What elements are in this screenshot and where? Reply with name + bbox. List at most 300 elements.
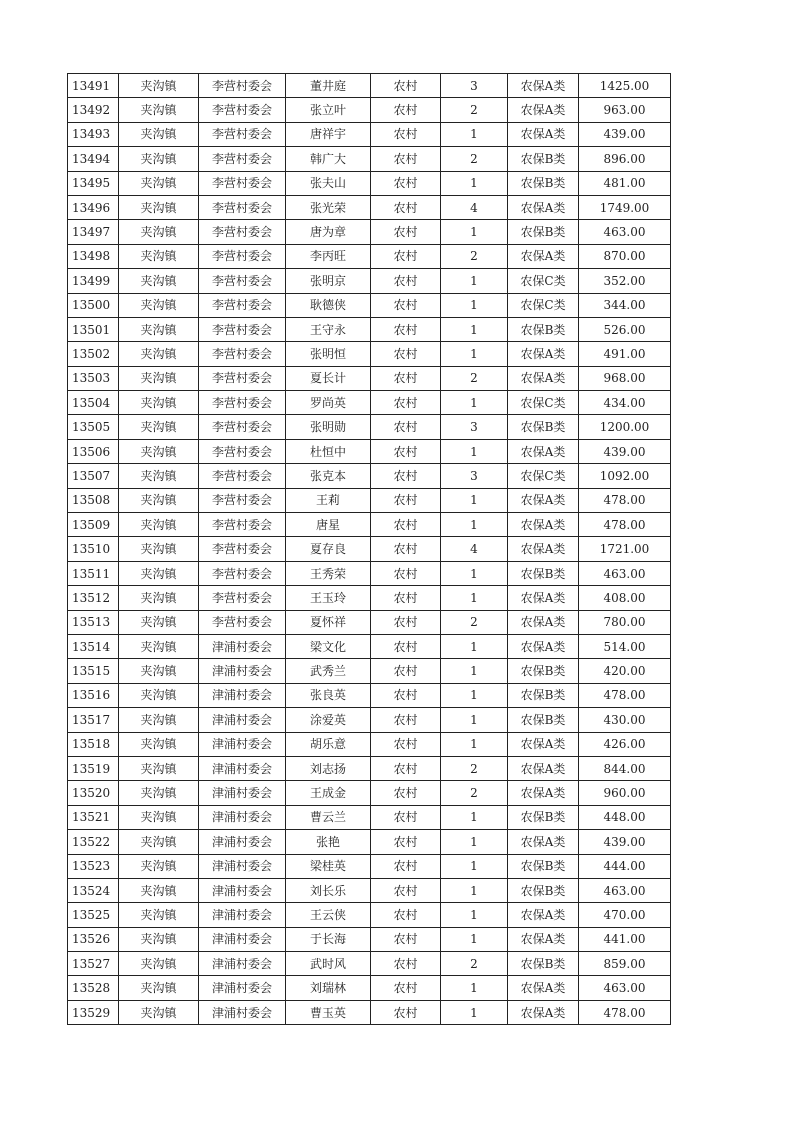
category-cell: 农保B类 xyxy=(508,147,579,171)
category-cell: 农保B类 xyxy=(508,415,579,439)
count-cell: 1 xyxy=(441,391,508,415)
count-cell: 1 xyxy=(441,171,508,195)
table-row xyxy=(68,317,671,341)
type-cell: 农村 xyxy=(371,781,441,805)
village-cell: 李营村委会 xyxy=(199,171,286,195)
category-cell: 农保A类 xyxy=(508,244,579,268)
type-cell: 农村 xyxy=(371,439,441,463)
count-cell: 1 xyxy=(441,878,508,902)
name-cell: 胡乐意 xyxy=(286,732,371,756)
amount-cell: 478.00 xyxy=(579,513,671,537)
count-cell: 1 xyxy=(441,122,508,146)
amount-cell: 844.00 xyxy=(579,756,671,780)
table-row xyxy=(68,976,671,1000)
name-cell: 于长海 xyxy=(286,927,371,951)
type-cell: 农村 xyxy=(371,488,441,512)
count-cell: 1 xyxy=(441,830,508,854)
table-row xyxy=(68,683,671,707)
village-cell: 津浦村委会 xyxy=(199,659,286,683)
type-cell: 农村 xyxy=(371,610,441,634)
town-cell: 夹沟镇 xyxy=(119,610,199,634)
village-cell: 津浦村委会 xyxy=(199,683,286,707)
amount-cell: 463.00 xyxy=(579,220,671,244)
town-cell: 夹沟镇 xyxy=(119,488,199,512)
name-cell: 王云侠 xyxy=(286,903,371,927)
category-cell: 农保A类 xyxy=(508,976,579,1000)
category-cell: 农保A类 xyxy=(508,513,579,537)
id-cell: 13522 xyxy=(68,830,119,854)
table-row xyxy=(68,610,671,634)
type-cell: 农村 xyxy=(371,561,441,585)
category-cell: 农保B类 xyxy=(508,952,579,976)
count-cell: 4 xyxy=(441,537,508,561)
amount-cell: 426.00 xyxy=(579,732,671,756)
name-cell: 张夫山 xyxy=(286,171,371,195)
village-cell: 李营村委会 xyxy=(199,244,286,268)
town-cell: 夹沟镇 xyxy=(119,122,199,146)
type-cell: 农村 xyxy=(371,293,441,317)
table-row xyxy=(68,927,671,951)
category-cell: 农保A类 xyxy=(508,903,579,927)
amount-cell: 408.00 xyxy=(579,586,671,610)
town-cell: 夹沟镇 xyxy=(119,1000,199,1024)
category-cell: 农保B类 xyxy=(508,659,579,683)
table-row xyxy=(68,781,671,805)
table-row xyxy=(68,756,671,780)
name-cell: 耿德侠 xyxy=(286,293,371,317)
name-cell: 张明恒 xyxy=(286,342,371,366)
id-cell: 13526 xyxy=(68,927,119,951)
village-cell: 李营村委会 xyxy=(199,317,286,341)
category-cell: 农保C类 xyxy=(508,391,579,415)
village-cell: 津浦村委会 xyxy=(199,903,286,927)
village-cell: 李营村委会 xyxy=(199,513,286,537)
name-cell: 王玉玲 xyxy=(286,586,371,610)
village-cell: 津浦村委会 xyxy=(199,976,286,1000)
village-cell: 津浦村委会 xyxy=(199,634,286,658)
type-cell: 农村 xyxy=(371,732,441,756)
type-cell: 农村 xyxy=(371,952,441,976)
category-cell: 农保C类 xyxy=(508,269,579,293)
type-cell: 农村 xyxy=(371,878,441,902)
amount-cell: 870.00 xyxy=(579,244,671,268)
village-cell: 李营村委会 xyxy=(199,561,286,585)
name-cell: 张立叶 xyxy=(286,98,371,122)
amount-cell: 1425.00 xyxy=(579,74,671,98)
count-cell: 1 xyxy=(441,269,508,293)
id-cell: 13495 xyxy=(68,171,119,195)
type-cell: 农村 xyxy=(371,830,441,854)
type-cell: 农村 xyxy=(371,927,441,951)
count-cell: 1 xyxy=(441,854,508,878)
village-cell: 李营村委会 xyxy=(199,122,286,146)
id-cell: 13504 xyxy=(68,391,119,415)
count-cell: 1 xyxy=(441,683,508,707)
amount-cell: 963.00 xyxy=(579,98,671,122)
name-cell: 刘长乐 xyxy=(286,878,371,902)
table-row xyxy=(68,1000,671,1024)
category-cell: 农保A类 xyxy=(508,610,579,634)
town-cell: 夹沟镇 xyxy=(119,244,199,268)
town-cell: 夹沟镇 xyxy=(119,634,199,658)
amount-cell: 478.00 xyxy=(579,488,671,512)
type-cell: 农村 xyxy=(371,903,441,927)
type-cell: 农村 xyxy=(371,366,441,390)
table-row xyxy=(68,439,671,463)
id-cell: 13514 xyxy=(68,634,119,658)
category-cell: 农保A类 xyxy=(508,1000,579,1024)
amount-cell: 960.00 xyxy=(579,781,671,805)
village-cell: 李营村委会 xyxy=(199,488,286,512)
type-cell: 农村 xyxy=(371,244,441,268)
count-cell: 2 xyxy=(441,952,508,976)
type-cell: 农村 xyxy=(371,415,441,439)
amount-cell: 439.00 xyxy=(579,439,671,463)
id-cell: 13507 xyxy=(68,464,119,488)
count-cell: 1 xyxy=(441,976,508,1000)
table-row xyxy=(68,561,671,585)
village-cell: 李营村委会 xyxy=(199,464,286,488)
town-cell: 夹沟镇 xyxy=(119,415,199,439)
id-cell: 13523 xyxy=(68,854,119,878)
name-cell: 武秀兰 xyxy=(286,659,371,683)
amount-cell: 526.00 xyxy=(579,317,671,341)
town-cell: 夹沟镇 xyxy=(119,854,199,878)
category-cell: 农保B类 xyxy=(508,854,579,878)
name-cell: 唐星 xyxy=(286,513,371,537)
type-cell: 农村 xyxy=(371,269,441,293)
town-cell: 夹沟镇 xyxy=(119,756,199,780)
table-row xyxy=(68,171,671,195)
category-cell: 农保C类 xyxy=(508,293,579,317)
town-cell: 夹沟镇 xyxy=(119,537,199,561)
amount-cell: 1721.00 xyxy=(579,537,671,561)
category-cell: 农保B类 xyxy=(508,708,579,732)
count-cell: 1 xyxy=(441,586,508,610)
count-cell: 1 xyxy=(441,927,508,951)
village-cell: 李营村委会 xyxy=(199,293,286,317)
village-cell: 李营村委会 xyxy=(199,537,286,561)
id-cell: 13491 xyxy=(68,74,119,98)
table-row xyxy=(68,659,671,683)
id-cell: 13503 xyxy=(68,366,119,390)
category-cell: 农保A类 xyxy=(508,439,579,463)
amount-cell: 434.00 xyxy=(579,391,671,415)
village-cell: 津浦村委会 xyxy=(199,756,286,780)
count-cell: 1 xyxy=(441,732,508,756)
amount-cell: 481.00 xyxy=(579,171,671,195)
id-cell: 13517 xyxy=(68,708,119,732)
table-row xyxy=(68,342,671,366)
type-cell: 农村 xyxy=(371,634,441,658)
village-cell: 津浦村委会 xyxy=(199,805,286,829)
category-cell: 农保A类 xyxy=(508,830,579,854)
category-cell: 农保B类 xyxy=(508,805,579,829)
type-cell: 农村 xyxy=(371,464,441,488)
amount-cell: 780.00 xyxy=(579,610,671,634)
table-row xyxy=(68,854,671,878)
village-cell: 李营村委会 xyxy=(199,195,286,219)
town-cell: 夹沟镇 xyxy=(119,269,199,293)
category-cell: 农保A类 xyxy=(508,927,579,951)
town-cell: 夹沟镇 xyxy=(119,74,199,98)
town-cell: 夹沟镇 xyxy=(119,805,199,829)
count-cell: 3 xyxy=(441,74,508,98)
id-cell: 13527 xyxy=(68,952,119,976)
count-cell: 1 xyxy=(441,561,508,585)
village-cell: 津浦村委会 xyxy=(199,854,286,878)
table-row xyxy=(68,634,671,658)
category-cell: 农保A类 xyxy=(508,366,579,390)
category-cell: 农保A类 xyxy=(508,586,579,610)
amount-cell: 896.00 xyxy=(579,147,671,171)
amount-cell: 439.00 xyxy=(579,122,671,146)
village-cell: 津浦村委会 xyxy=(199,1000,286,1024)
category-cell: 农保C类 xyxy=(508,464,579,488)
name-cell: 张艳 xyxy=(286,830,371,854)
town-cell: 夹沟镇 xyxy=(119,659,199,683)
name-cell: 唐为章 xyxy=(286,220,371,244)
village-cell: 津浦村委会 xyxy=(199,781,286,805)
category-cell: 农保A类 xyxy=(508,537,579,561)
town-cell: 夹沟镇 xyxy=(119,732,199,756)
town-cell: 夹沟镇 xyxy=(119,903,199,927)
id-cell: 13497 xyxy=(68,220,119,244)
town-cell: 夹沟镇 xyxy=(119,586,199,610)
id-cell: 13492 xyxy=(68,98,119,122)
id-cell: 13529 xyxy=(68,1000,119,1024)
count-cell: 2 xyxy=(441,147,508,171)
name-cell: 王成金 xyxy=(286,781,371,805)
count-cell: 1 xyxy=(441,293,508,317)
id-cell: 13500 xyxy=(68,293,119,317)
category-cell: 农保A类 xyxy=(508,488,579,512)
type-cell: 农村 xyxy=(371,513,441,537)
town-cell: 夹沟镇 xyxy=(119,781,199,805)
town-cell: 夹沟镇 xyxy=(119,683,199,707)
type-cell: 农村 xyxy=(371,98,441,122)
table-row xyxy=(68,98,671,122)
name-cell: 王莉 xyxy=(286,488,371,512)
town-cell: 夹沟镇 xyxy=(119,366,199,390)
town-cell: 夹沟镇 xyxy=(119,98,199,122)
town-cell: 夹沟镇 xyxy=(119,391,199,415)
amount-cell: 441.00 xyxy=(579,927,671,951)
town-cell: 夹沟镇 xyxy=(119,708,199,732)
id-cell: 13496 xyxy=(68,195,119,219)
count-cell: 2 xyxy=(441,610,508,634)
count-cell: 1 xyxy=(441,903,508,927)
village-cell: 李营村委会 xyxy=(199,220,286,244)
table-row xyxy=(68,122,671,146)
count-cell: 1 xyxy=(441,317,508,341)
category-cell: 农保A类 xyxy=(508,342,579,366)
id-cell: 13524 xyxy=(68,878,119,902)
amount-cell: 463.00 xyxy=(579,976,671,1000)
name-cell: 涂爱英 xyxy=(286,708,371,732)
name-cell: 王秀荣 xyxy=(286,561,371,585)
table-body xyxy=(68,74,671,1025)
town-cell: 夹沟镇 xyxy=(119,464,199,488)
town-cell: 夹沟镇 xyxy=(119,317,199,341)
table-row xyxy=(68,586,671,610)
id-cell: 13512 xyxy=(68,586,119,610)
village-cell: 津浦村委会 xyxy=(199,708,286,732)
table-row xyxy=(68,415,671,439)
amount-cell: 1200.00 xyxy=(579,415,671,439)
table-row xyxy=(68,147,671,171)
amount-cell: 470.00 xyxy=(579,903,671,927)
id-cell: 13513 xyxy=(68,610,119,634)
village-cell: 李营村委会 xyxy=(199,147,286,171)
type-cell: 农村 xyxy=(371,537,441,561)
type-cell: 农村 xyxy=(371,756,441,780)
amount-cell: 448.00 xyxy=(579,805,671,829)
count-cell: 1 xyxy=(441,634,508,658)
type-cell: 农村 xyxy=(371,708,441,732)
type-cell: 农村 xyxy=(371,74,441,98)
type-cell: 农村 xyxy=(371,195,441,219)
id-cell: 13511 xyxy=(68,561,119,585)
count-cell: 2 xyxy=(441,98,508,122)
table-row xyxy=(68,513,671,537)
village-cell: 津浦村委会 xyxy=(199,878,286,902)
name-cell: 张明勋 xyxy=(286,415,371,439)
table-row xyxy=(68,464,671,488)
count-cell: 2 xyxy=(441,781,508,805)
amount-cell: 968.00 xyxy=(579,366,671,390)
type-cell: 农村 xyxy=(371,342,441,366)
category-cell: 农保B类 xyxy=(508,878,579,902)
type-cell: 农村 xyxy=(371,854,441,878)
type-cell: 农村 xyxy=(371,805,441,829)
table-row xyxy=(68,195,671,219)
amount-cell: 463.00 xyxy=(579,561,671,585)
id-cell: 13518 xyxy=(68,732,119,756)
type-cell: 农村 xyxy=(371,659,441,683)
category-cell: 农保A类 xyxy=(508,781,579,805)
type-cell: 农村 xyxy=(371,317,441,341)
category-cell: 农保A类 xyxy=(508,195,579,219)
id-cell: 13521 xyxy=(68,805,119,829)
count-cell: 1 xyxy=(441,439,508,463)
village-cell: 李营村委会 xyxy=(199,74,286,98)
amount-cell: 420.00 xyxy=(579,659,671,683)
town-cell: 夹沟镇 xyxy=(119,878,199,902)
table-row xyxy=(68,708,671,732)
category-cell: 农保A类 xyxy=(508,74,579,98)
table-row xyxy=(68,366,671,390)
table-row xyxy=(68,830,671,854)
name-cell: 张光荣 xyxy=(286,195,371,219)
table-row xyxy=(68,903,671,927)
table-row xyxy=(68,391,671,415)
name-cell: 杜恒中 xyxy=(286,439,371,463)
town-cell: 夹沟镇 xyxy=(119,952,199,976)
category-cell: 农保A类 xyxy=(508,98,579,122)
town-cell: 夹沟镇 xyxy=(119,293,199,317)
village-cell: 津浦村委会 xyxy=(199,732,286,756)
id-cell: 13498 xyxy=(68,244,119,268)
amount-cell: 352.00 xyxy=(579,269,671,293)
village-cell: 李营村委会 xyxy=(199,586,286,610)
town-cell: 夹沟镇 xyxy=(119,561,199,585)
type-cell: 农村 xyxy=(371,683,441,707)
village-cell: 李营村委会 xyxy=(199,415,286,439)
count-cell: 1 xyxy=(441,708,508,732)
id-cell: 13502 xyxy=(68,342,119,366)
name-cell: 曹玉英 xyxy=(286,1000,371,1024)
id-cell: 13506 xyxy=(68,439,119,463)
town-cell: 夹沟镇 xyxy=(119,830,199,854)
name-cell: 张克本 xyxy=(286,464,371,488)
name-cell: 刘志扬 xyxy=(286,756,371,780)
type-cell: 农村 xyxy=(371,122,441,146)
category-cell: 农保B类 xyxy=(508,683,579,707)
name-cell: 董井庭 xyxy=(286,74,371,98)
count-cell: 1 xyxy=(441,488,508,512)
table-row xyxy=(68,244,671,268)
category-cell: 农保A类 xyxy=(508,756,579,780)
table-row xyxy=(68,878,671,902)
town-cell: 夹沟镇 xyxy=(119,342,199,366)
records-table xyxy=(67,73,671,1025)
table-row xyxy=(68,293,671,317)
table-row xyxy=(68,537,671,561)
village-cell: 李营村委会 xyxy=(199,269,286,293)
category-cell: 农保B类 xyxy=(508,561,579,585)
town-cell: 夹沟镇 xyxy=(119,171,199,195)
count-cell: 3 xyxy=(441,415,508,439)
id-cell: 13516 xyxy=(68,683,119,707)
name-cell: 罗尚英 xyxy=(286,391,371,415)
village-cell: 津浦村委会 xyxy=(199,830,286,854)
table-row xyxy=(68,269,671,293)
name-cell: 张明京 xyxy=(286,269,371,293)
town-cell: 夹沟镇 xyxy=(119,439,199,463)
name-cell: 夏存良 xyxy=(286,537,371,561)
village-cell: 李营村委会 xyxy=(199,391,286,415)
town-cell: 夹沟镇 xyxy=(119,513,199,537)
name-cell: 刘瑞林 xyxy=(286,976,371,1000)
type-cell: 农村 xyxy=(371,220,441,244)
name-cell: 梁桂英 xyxy=(286,854,371,878)
id-cell: 13510 xyxy=(68,537,119,561)
count-cell: 2 xyxy=(441,756,508,780)
id-cell: 13501 xyxy=(68,317,119,341)
count-cell: 1 xyxy=(441,513,508,537)
amount-cell: 478.00 xyxy=(579,683,671,707)
type-cell: 农村 xyxy=(371,147,441,171)
category-cell: 农保A类 xyxy=(508,634,579,658)
id-cell: 13509 xyxy=(68,513,119,537)
count-cell: 2 xyxy=(441,244,508,268)
village-cell: 李营村委会 xyxy=(199,366,286,390)
type-cell: 农村 xyxy=(371,391,441,415)
amount-cell: 1749.00 xyxy=(579,195,671,219)
count-cell: 4 xyxy=(441,195,508,219)
village-cell: 李营村委会 xyxy=(199,98,286,122)
name-cell: 唐祥宇 xyxy=(286,122,371,146)
town-cell: 夹沟镇 xyxy=(119,927,199,951)
count-cell: 1 xyxy=(441,805,508,829)
name-cell: 夏长计 xyxy=(286,366,371,390)
id-cell: 13528 xyxy=(68,976,119,1000)
town-cell: 夹沟镇 xyxy=(119,976,199,1000)
type-cell: 农村 xyxy=(371,976,441,1000)
amount-cell: 439.00 xyxy=(579,830,671,854)
count-cell: 1 xyxy=(441,659,508,683)
